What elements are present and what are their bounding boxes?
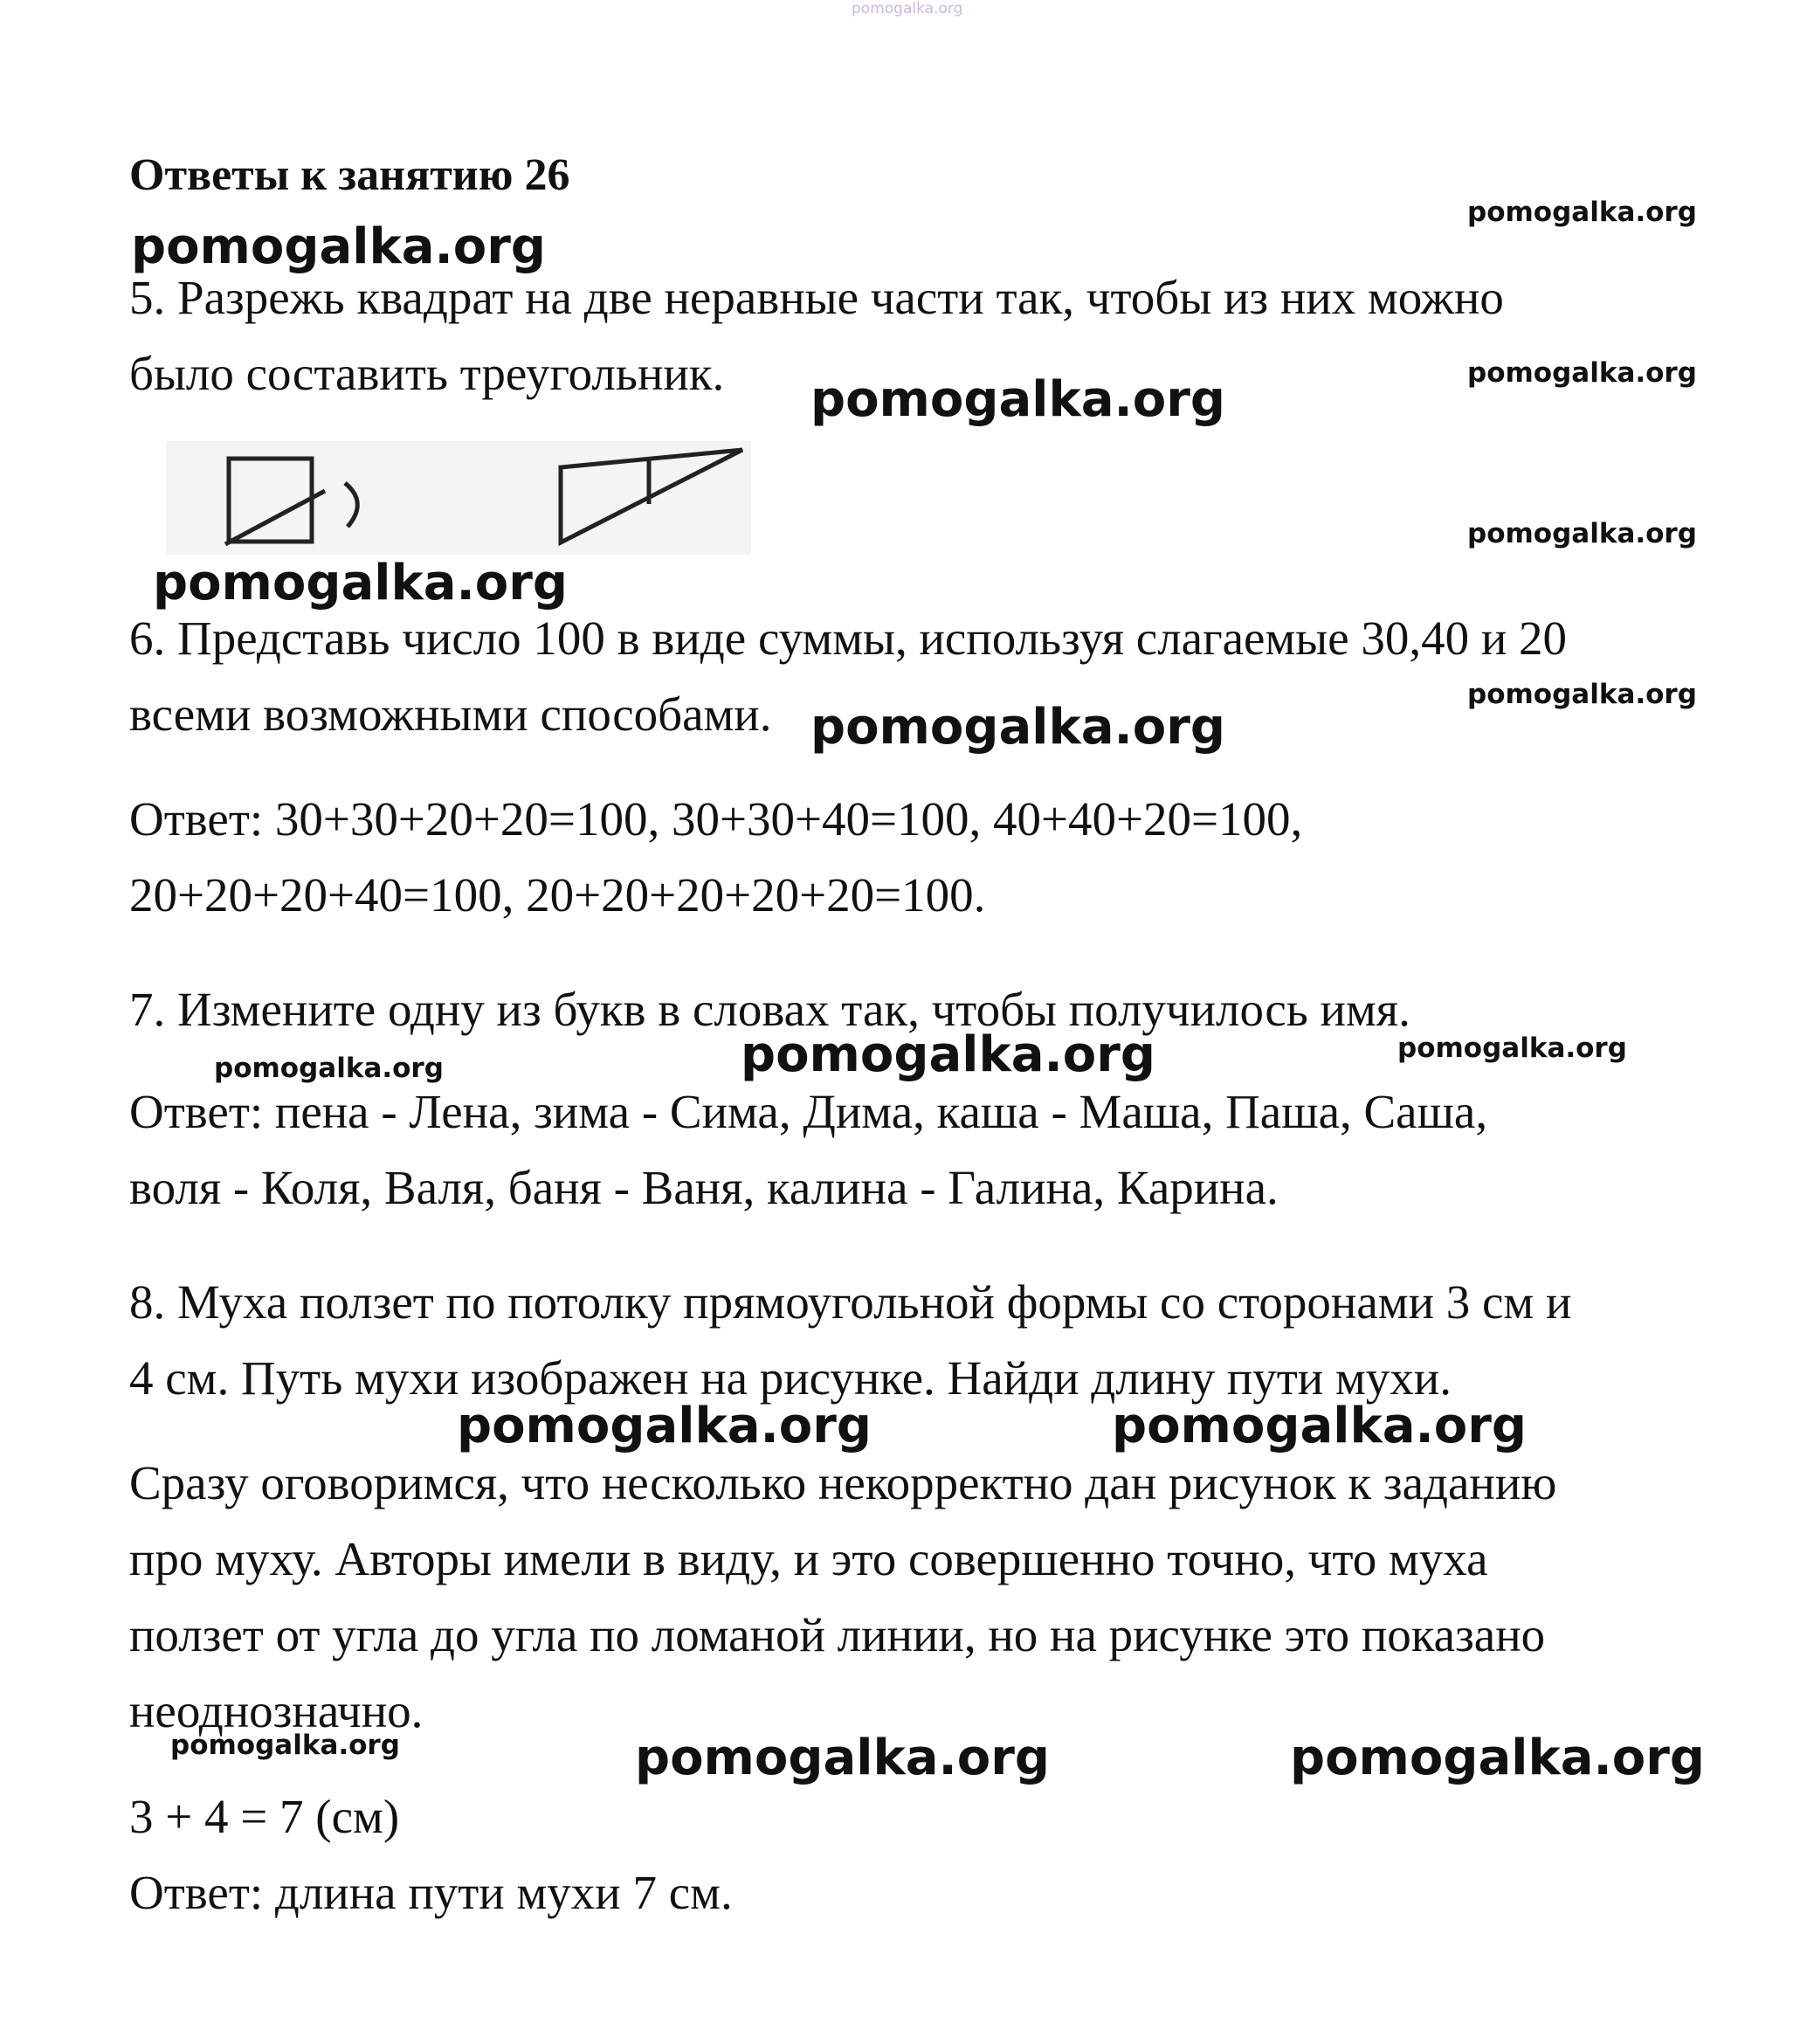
watermark: pomogalka.org xyxy=(153,555,568,611)
task8-paragraph-line4: неоднозначно. xyxy=(129,1684,424,1737)
task8-paragraph-line1: Сразу оговоримся, что несколько некорректно дан рисунок к заданию xyxy=(129,1456,1557,1509)
task8-paragraph-line3: ползет от угла до угла по ломаной линии, но на рисунке это показано xyxy=(129,1608,1546,1661)
watermark: pomogalka.org xyxy=(1467,197,1697,228)
task8-answer: Ответ: длина пути мухи 7 см. xyxy=(129,1866,733,1919)
page-title: Ответы к занятию 26 xyxy=(129,150,570,200)
watermark: pomogalka.org xyxy=(810,699,1225,756)
task6-answer-line1: Ответ: 30+30+20+20=100, 30+30+40=100, 40+40+20=100, xyxy=(129,792,1303,846)
watermark: pomogalka.org xyxy=(1467,679,1697,710)
task7-answer-line2: воля - Коля, Валя, баня - Ваня, калина - Галина, Карина. xyxy=(129,1161,1279,1214)
watermark: pomogalka.org xyxy=(1467,518,1697,549)
watermark: pomogalka.org xyxy=(1397,1032,1627,1064)
task8-line2: 4 см. Путь мухи изображен на рисунке. Найди длину пути мухи. xyxy=(129,1351,1452,1405)
watermark: pomogalka.org xyxy=(1467,357,1697,389)
watermark: pomogalka.org xyxy=(170,1730,400,1761)
watermark: pomogalka.org xyxy=(131,218,546,275)
task8-calculation: 3 + 4 = 7 (см) xyxy=(129,1790,400,1843)
watermark: pomogalka.org xyxy=(635,1730,1050,1786)
task6-answer-line2: 20+20+20+40=100, 20+20+20+20+20=100. xyxy=(129,868,986,922)
task6-line1: 6. Представь число 100 в виде суммы, используя слагаемые 30,40 и 20 xyxy=(129,611,1568,665)
watermark-top: pomogalka.org xyxy=(852,0,963,17)
watermark: pomogalka.org xyxy=(457,1398,872,1454)
watermark: pomogalka.org xyxy=(214,1053,444,1084)
watermark: pomogalka.org xyxy=(741,1026,1155,1083)
watermark: pomogalka.org xyxy=(1112,1398,1527,1454)
watermark: pomogalka.org xyxy=(810,371,1225,428)
task8-paragraph-line2: про муху. Авторы имели в виду, и это совершенно точно, что муха xyxy=(129,1532,1488,1585)
cut-square-figure xyxy=(166,441,751,555)
task5-line1: 5. Разрежь квадрат на две неравные части так, чтобы из них можно xyxy=(129,271,1504,324)
watermark: pomogalka.org xyxy=(1290,1730,1705,1786)
task5-line2: было составить треугольник. xyxy=(129,347,725,400)
task7-answer-line1: Ответ: пена - Лена, зима - Сима, Дима, каша - Маша, Паша, Саша, xyxy=(129,1085,1488,1138)
task6-line2: всеми возможными способами. xyxy=(129,687,772,741)
task7-line1: 7. Измените одну из букв в словах так, чтобы получилось имя. xyxy=(129,983,1410,1036)
task8-line1: 8. Муха ползет по потолку прямоугольной формы со сторонами 3 см и xyxy=(129,1275,1572,1329)
